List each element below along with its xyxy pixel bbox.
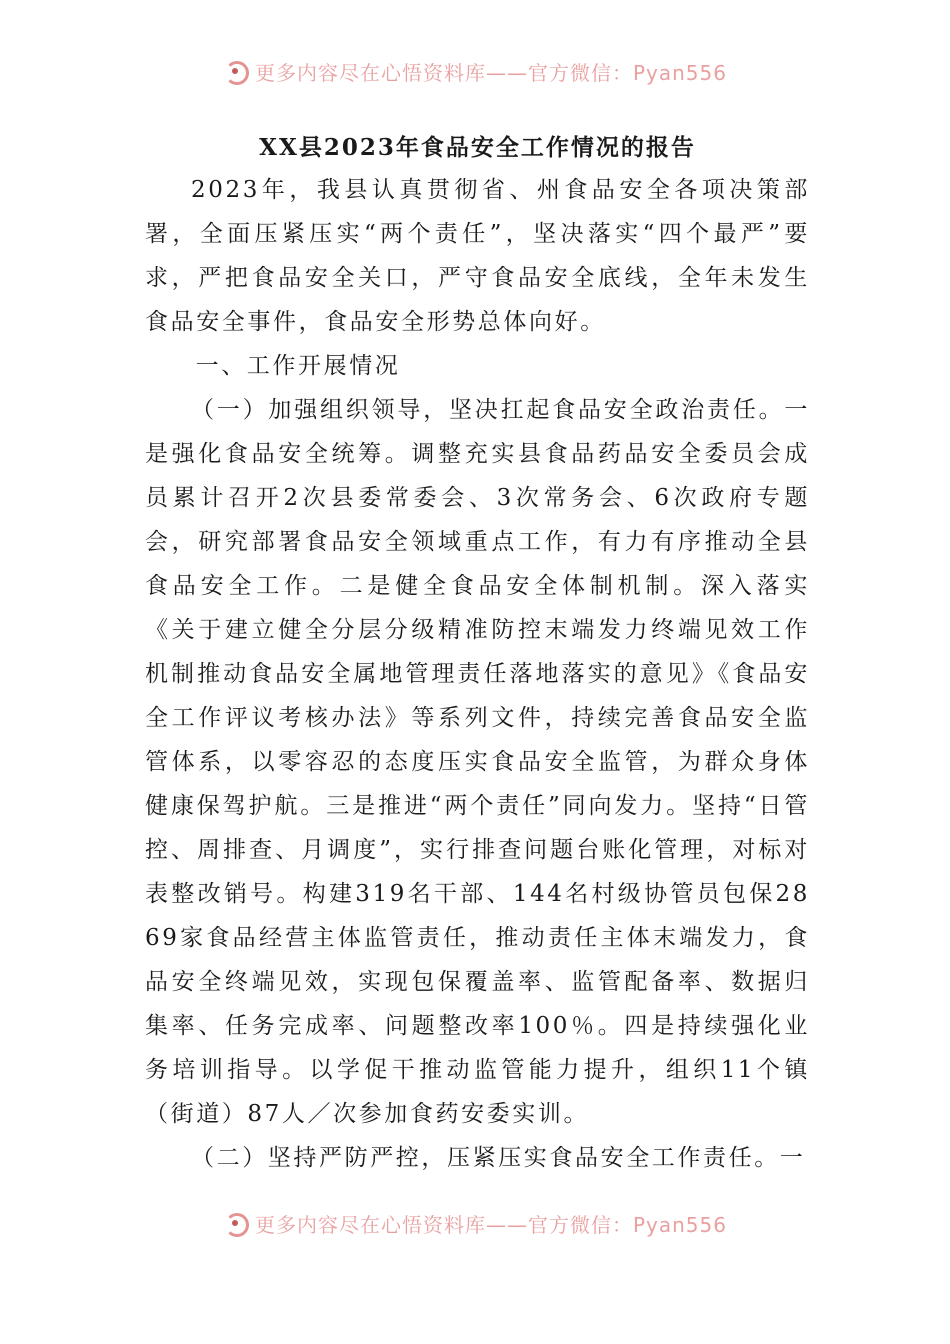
header-watermark bbox=[0, 56, 950, 86]
document-title: XX县2023年食品安全工作情况的报告 bbox=[259, 134, 696, 161]
body-paragraph: （一）加强组织领导，坚决扛起食品安全政治责任。一是强化食品安全统筹。调整充实县食品药品安全委员会成员累计召开2次县委常委会、3次常务会、6次政府专题会，研究部署食品安全领域重点工作，有力有序推动全县食品安全工作。二是健全食品安全体制机制。深入落实《关于建立健全分层分级精准防控末端发力终端见效工作机制推动食品安全属地管理责任落地落实的意见》《食品安全工作评议考核办法》等系列文件，持续完善食品安全监管体系，以零容忍的态度压实食品安全监管，为群众身体健康保驾护航。三是推进“两个责任”同向发力。坚持“日管控、周排查、月调度”，实行排查问题台账化管理，对标对表整改销号。构建319名干部、144名村级协管员包保2869家食品经营主体监管责任，推动责任主体末端发力，食品安全终端见效，实现包保覆盖率、监管配备率、数据归集率、任务完成率、问题整改率100％。四是持续强化业务培训指导。以学促干推动监管能力提升，组织11个镇（街道）87人／次参加食药安委实训。 bbox=[145, 397, 810, 1127]
intro-paragraph: 2023年，我县认真贯彻省、州食品安全各项决策部署，全面压紧压实“两个责任”，坚决落实“四个最严”要求，严把食品安全关口，严守食品安全底线，全年未发生食品安全事件，食品安全形势总体向好。 bbox=[145, 177, 810, 335]
brand-logo-icon bbox=[223, 58, 249, 84]
watermark-text: 更多内容尽在心悟资料库——官方微信：Pyan556 bbox=[254, 60, 727, 85]
footer-watermark bbox=[0, 1208, 950, 1238]
document-body bbox=[145, 128, 810, 1180]
section-heading: 一、工作开展情况 bbox=[195, 353, 401, 379]
brand-logo-icon bbox=[223, 1210, 249, 1236]
body-paragraph-continued: （二）坚持严防严控，压紧压实食品安全工作责任。一 bbox=[191, 1145, 806, 1171]
watermark-text: 更多内容尽在心悟资料库——官方微信：Pyan556 bbox=[254, 1212, 727, 1237]
